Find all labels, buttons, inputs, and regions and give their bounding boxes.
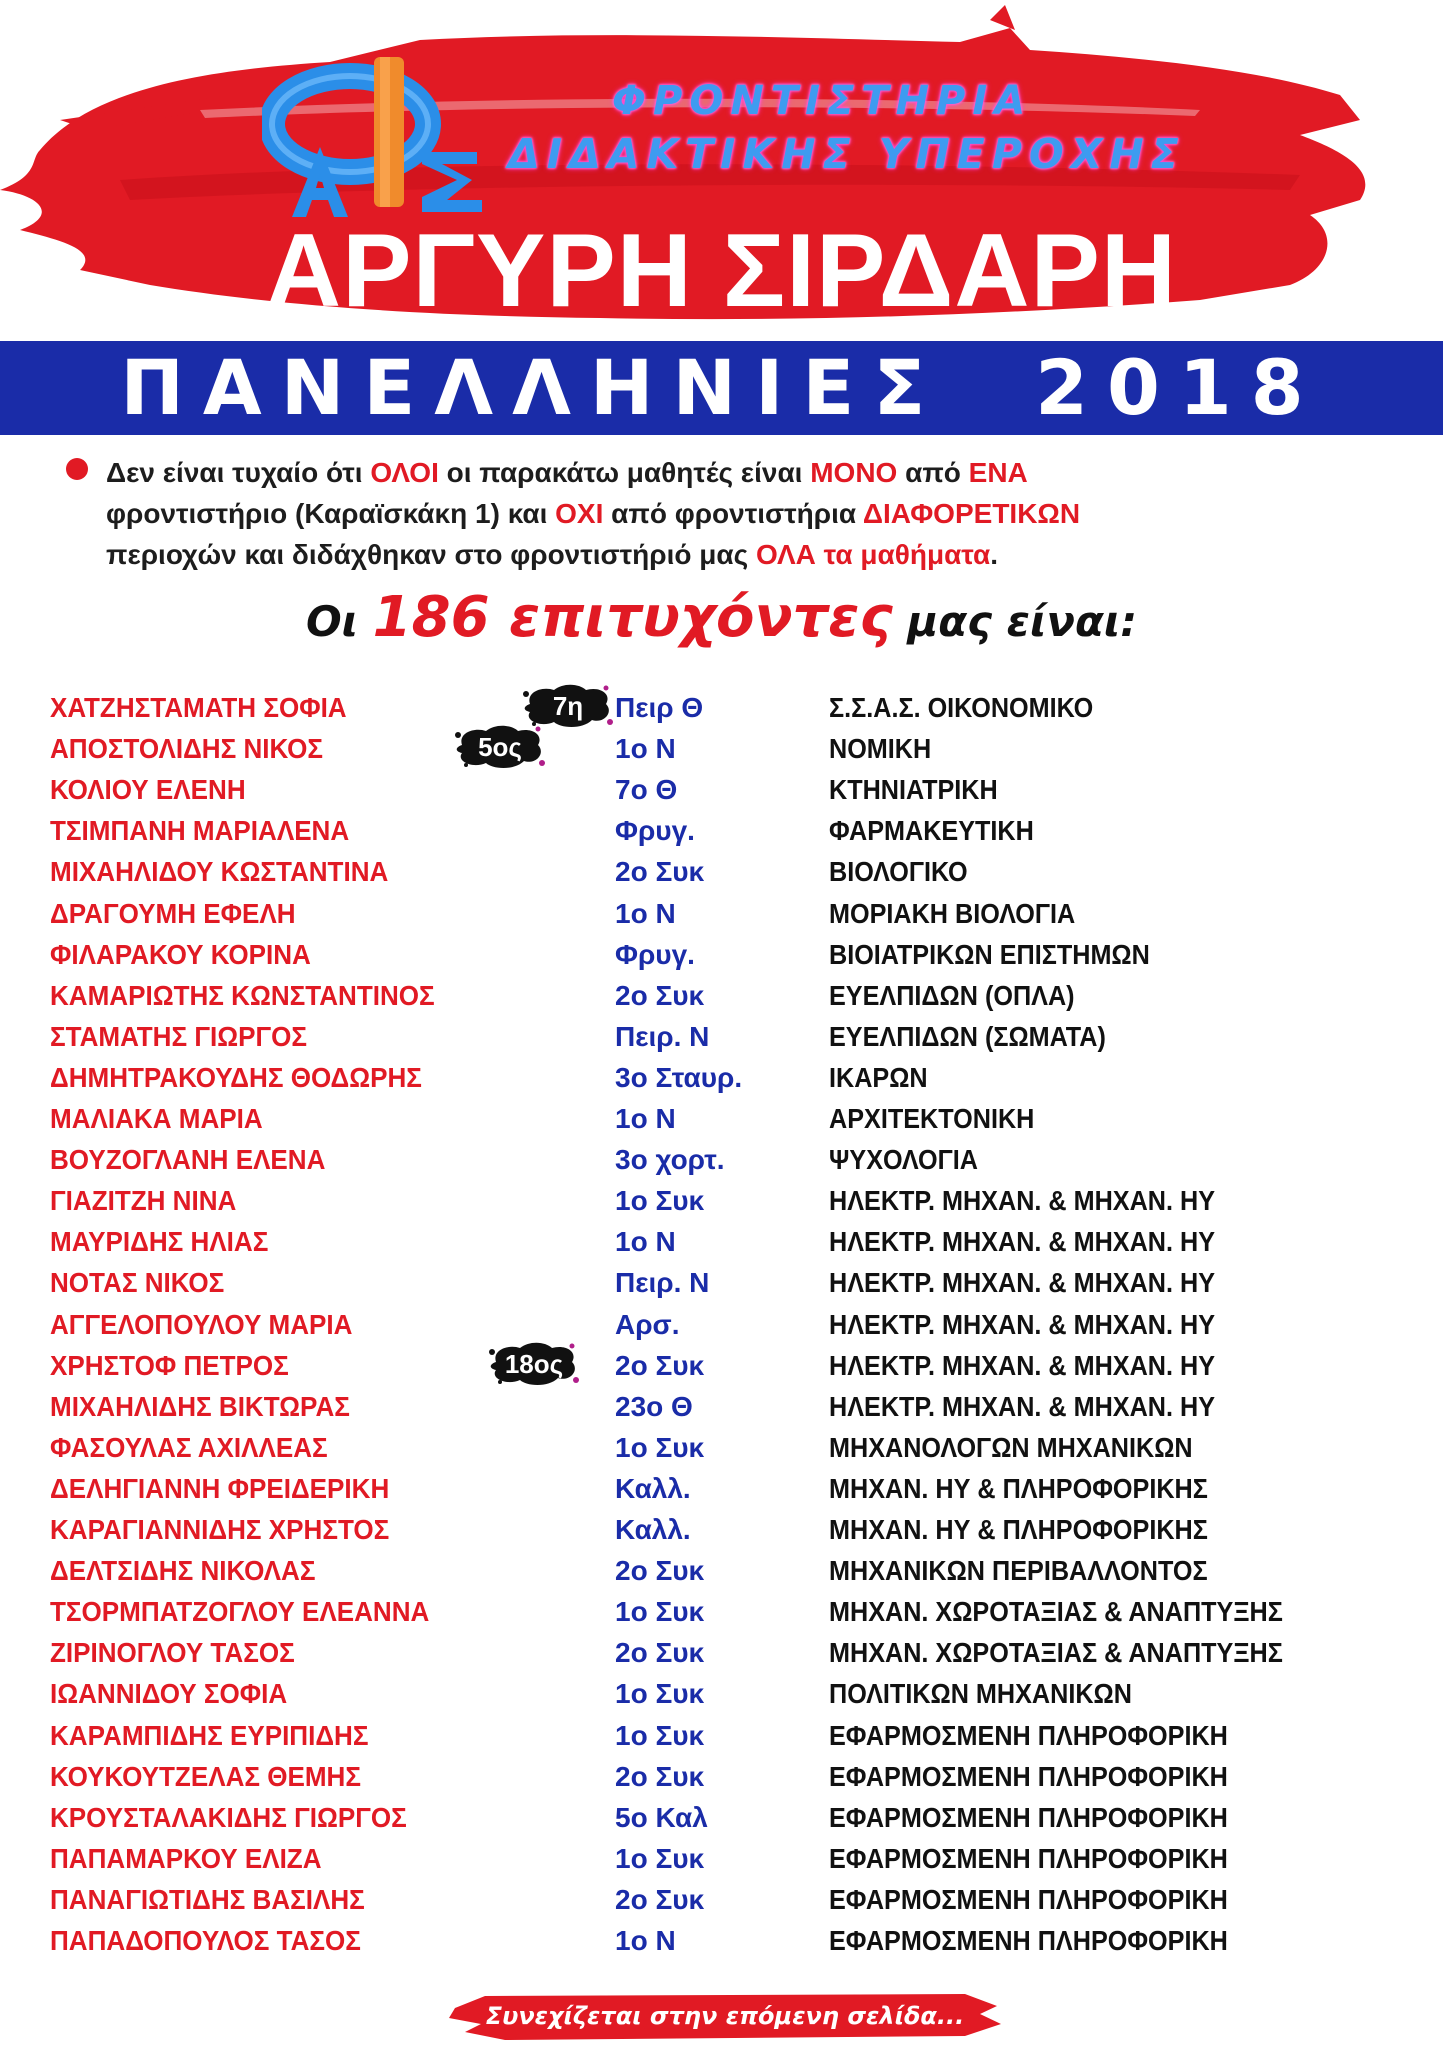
student-class: 1ο Συκ bbox=[615, 1185, 705, 1217]
student-row bbox=[0, 1222, 1443, 1262]
intro-paragraph: Δεν είναι τυχαίο ότι ΟΛΟΙ οι παρακάτω μαθητές είναι ΜΟΝΟ από ΕΝΑ φροντιστήριο (Καραϊσκάκη 1) και ΟΧΙ από φροντιστήρια ΔΙΑΦΟΡΕΤΙΚΩΝ περιοχών και διδάχθηκαν στο φροντιστήριό μας ΟΛΑ τα μαθήματα. bbox=[106, 457, 1081, 570]
student-class: 1ο Συκ bbox=[615, 1842, 705, 1874]
student-row bbox=[0, 1674, 1443, 1714]
student-name: ΦΑΣΟΥΛΑΣ ΑΧΙΛΛΕΑΣ bbox=[50, 1431, 328, 1463]
student-department: ΗΛΕΚΤΡ. ΜΗΧΑΝ. & ΜΗΧΑΝ. ΗΥ bbox=[829, 1308, 1216, 1340]
student-row bbox=[0, 1469, 1443, 1509]
student-name: ΔΕΛΤΣΙΔΗΣ ΝΙΚΟΛΑΣ bbox=[50, 1555, 316, 1587]
student-row bbox=[0, 1140, 1443, 1180]
student-name: ΚΑΡΑΜΠΙΔΗΣ ΕΥΡΙΠΙΔΗΣ bbox=[50, 1719, 369, 1751]
rank-label: 5ος bbox=[478, 732, 522, 763]
student-department: ΕΦΑΡΜΟΣΜΕΝΗ ΠΛΗΡΟΦΟΡΙΚΗ bbox=[829, 1801, 1228, 1833]
brand-line-1: ΦΡΟΝΤΙΣΤΗΡΙΑ bbox=[612, 78, 1033, 124]
student-class: 2ο Συκ bbox=[615, 979, 705, 1011]
student-class: 1ο Συκ bbox=[615, 1678, 705, 1710]
student-department: ΜΗΧΑΝΙΚΩΝ ΠΕΡΙΒΑΛΛΟΝΤΟΣ bbox=[829, 1555, 1208, 1587]
exams-year-banner: ΠΑΝΕΛΛΗΝΙΕΣ 2018 bbox=[0, 341, 1443, 435]
student-row bbox=[0, 1551, 1443, 1591]
student-row bbox=[0, 1181, 1443, 1221]
student-row bbox=[0, 935, 1443, 975]
success-count: 186 επιτυχόντες bbox=[372, 585, 893, 650]
student-department: ΕΦΑΡΜΟΣΜΕΝΗ ΠΛΗΡΟΦΟΡΙΚΗ bbox=[829, 1760, 1228, 1792]
student-department: ΒΙΟΛΟΓΙΚΟ bbox=[829, 856, 968, 888]
student-row bbox=[0, 1592, 1443, 1632]
student-department: ΚΤΗΝΙΑΤΡΙΚΗ bbox=[829, 774, 998, 806]
brand-logo-icon bbox=[262, 52, 522, 227]
student-department: ΠΟΛΙΤΙΚΩΝ ΜΗΧΑΝΙΚΩΝ bbox=[829, 1678, 1132, 1710]
student-name: ΔΗΜΗΤΡΑΚΟΥΔΗΣ ΘΟΔΩΡΗΣ bbox=[50, 1061, 422, 1093]
highlight-mono: ΜΟΝΟ bbox=[810, 457, 898, 488]
student-class: 1ο Ν bbox=[615, 1226, 676, 1258]
student-department: ΜΗΧΑΝ. ΧΩΡΟΤΑΞΙΑΣ & ΑΝΑΠΤΥΞΗΣ bbox=[829, 1637, 1283, 1669]
student-department: ΝΟΜΙΚΗ bbox=[829, 733, 932, 765]
student-name: ΣΤΑΜΑΤΗΣ ΓΙΩΡΓΟΣ bbox=[50, 1020, 307, 1052]
student-row bbox=[0, 1346, 1443, 1386]
student-department: ΜΗΧΑΝ. ΗΥ & ΠΛΗΡΟΦΟΡΙΚΗΣ bbox=[829, 1514, 1208, 1545]
student-name: ΔΡΑΓΟΥΜΗ ΕΦΕΛΗ bbox=[50, 897, 296, 929]
student-class: 1ο Ν bbox=[615, 897, 676, 929]
student-class: 3ο χορτ. bbox=[615, 1144, 725, 1176]
student-class: 1ο Συκ bbox=[615, 1719, 705, 1751]
student-department: ΒΙΟΙΑΤΡΙΚΩΝ ΕΠΙΣΤΗΜΩΝ bbox=[829, 938, 1150, 970]
student-name: ΚΟΥΚΟΥΤΖΕΛΑΣ ΘΕΜΗΣ bbox=[50, 1760, 361, 1792]
student-department: ΕΥΕΛΠΙΔΩΝ (ΟΠΛΑ) bbox=[829, 979, 1075, 1011]
student-row bbox=[0, 1921, 1443, 1961]
student-class: 2ο Συκ bbox=[615, 1637, 705, 1669]
highlight-diaforetikon: ΔΙΑΦΟΡΕΤΙΚΩΝ bbox=[862, 498, 1081, 529]
rank-label: 18ος bbox=[504, 1348, 564, 1379]
student-department: ΙΚΑΡΩΝ bbox=[829, 1061, 928, 1093]
student-department: ΜΗΧΑΝ. ΗΥ & ΠΛΗΡΟΦΟΡΙΚΗΣ bbox=[829, 1472, 1208, 1504]
student-row bbox=[0, 1839, 1443, 1879]
student-name: ΓΙΑΖΙΤΖΗ ΝΙΝΑ bbox=[50, 1185, 237, 1217]
student-class: Πειρ. Ν bbox=[615, 1267, 710, 1299]
student-row bbox=[0, 729, 1443, 769]
student-class: 3ο Σταυρ. bbox=[615, 1061, 743, 1093]
successful-count-headline: Οι 186 επιτυχόντες μας είναι: bbox=[305, 585, 1138, 650]
student-name: ΠΑΠΑΔΟΠΟΥΛΟΣ ΤΑΣΟΣ bbox=[50, 1925, 361, 1956]
student-department: ΕΦΑΡΜΟΣΜΕΝΗ ΠΛΗΡΟΦΟΡΙΚΗ bbox=[829, 1719, 1228, 1751]
student-row bbox=[0, 1757, 1443, 1797]
rank-badge bbox=[486, 1340, 582, 1388]
student-name: ΚΑΡΑΓΙΑΝΝΙΔΗΣ ΧΡΗΣΤΟΣ bbox=[50, 1514, 390, 1545]
student-row bbox=[0, 1263, 1443, 1303]
student-row bbox=[0, 1017, 1443, 1057]
student-class: Καλλ. bbox=[615, 1472, 691, 1504]
highlight-oloi: ΟΛΟΙ bbox=[370, 457, 439, 488]
student-name: ΚΟΛΙΟΥ ΕΛΕΝΗ bbox=[50, 774, 246, 806]
student-class: 2ο Συκ bbox=[615, 856, 705, 888]
student-name: ΚΡΟΥΣΤΑΛΑΚΙΔΗΣ ΓΙΩΡΓΟΣ bbox=[50, 1801, 407, 1833]
student-name: ΜΑΥΡΙΔΗΣ ΗΛΙΑΣ bbox=[50, 1226, 269, 1258]
student-name: ΠΑΠΑΜΑΡΚΟΥ ΕΛΙΖΑ bbox=[50, 1842, 322, 1874]
student-class: Πειρ. Ν bbox=[615, 1020, 710, 1052]
continued-next-page: Συνεχίζεται στην επόμενη σελίδα... bbox=[485, 2002, 965, 2030]
student-row bbox=[0, 852, 1443, 892]
student-class: 2ο Συκ bbox=[615, 1555, 705, 1587]
student-name: ΧΑΤΖΗΣΤΑΜΑΤΗ ΣΟΦΙΑ bbox=[50, 692, 347, 723]
student-name: ΖΙΡΙΝΟΓΛΟΥ ΤΑΣΟΣ bbox=[50, 1637, 295, 1669]
student-name: ΑΠΟΣΤΟΛΙΔΗΣ ΝΙΚΟΣ bbox=[50, 733, 324, 765]
student-department: ΨΥΧΟΛΟΓΙΑ bbox=[829, 1144, 979, 1176]
student-row bbox=[0, 1428, 1443, 1468]
student-class: 7ο Θ bbox=[615, 774, 678, 806]
student-row bbox=[0, 1058, 1443, 1098]
highlight-ola-mathimata: ΟΛΑ τα μαθήματα bbox=[755, 539, 991, 570]
highlight-ena: ΕΝΑ bbox=[968, 457, 1028, 488]
student-department: ΗΛΕΚΤΡ. ΜΗΧΑΝ. & ΜΗΧΑΝ. ΗΥ bbox=[829, 1226, 1216, 1258]
student-row bbox=[0, 1387, 1443, 1427]
red-bullet-icon bbox=[66, 458, 88, 480]
student-department: ΕΥΕΛΠΙΔΩΝ (ΣΩΜΑΤΑ) bbox=[829, 1020, 1106, 1052]
student-class: 2ο Συκ bbox=[615, 1760, 705, 1792]
student-name: ΙΩΑΝΝΙΔΟΥ ΣΟΦΙΑ bbox=[50, 1678, 288, 1710]
student-department: ΕΦΑΡΜΟΣΜΕΝΗ ΠΛΗΡΟΦΟΡΙΚΗ bbox=[829, 1883, 1228, 1915]
student-class: 5ο Καλ bbox=[615, 1801, 708, 1833]
student-name: ΤΣΟΡΜΠΑΤΖΟΓΛΟΥ ΕΛΕΑΝΝΑ bbox=[50, 1596, 430, 1628]
student-department: ΗΛΕΚΤΡ. ΜΗΧΑΝ. & ΜΗΧΑΝ. ΗΥ bbox=[829, 1185, 1216, 1217]
student-name: ΔΕΛΗΓΙΑΝΝΗ ΦΡΕΙΔΕΡΙΚΗ bbox=[50, 1472, 390, 1504]
student-department: ΗΛΕΚΤΡ. ΜΗΧΑΝ. & ΜΗΧΑΝ. ΗΥ bbox=[829, 1349, 1216, 1381]
student-class: 1ο Ν bbox=[615, 1925, 676, 1956]
student-department: ΑΡΧΙΤΕΚΤΟΝΙΚΗ bbox=[829, 1103, 1035, 1134]
student-class: Αρσ. bbox=[615, 1308, 680, 1340]
student-class: 1ο Συκ bbox=[615, 1596, 705, 1628]
student-name: ΠΑΝΑΓΙΩΤΙΔΗΣ ΒΑΣΙΛΗΣ bbox=[50, 1883, 365, 1915]
student-department: ΜΗΧΑΝ. ΧΩΡΟΤΑΞΙΑΣ & ΑΝΑΠΤΥΞΗΣ bbox=[829, 1596, 1283, 1628]
student-name: ΒΟΥΖΟΓΛΑΝΗ ΕΛΕΝΑ bbox=[50, 1144, 326, 1176]
student-row bbox=[0, 811, 1443, 851]
student-row bbox=[0, 1798, 1443, 1838]
student-name: ΚΑΜΑΡΙΩΤΗΣ ΚΩΝΣΤΑΝΤΙΝΟΣ bbox=[50, 979, 435, 1011]
student-class: 1ο Ν bbox=[615, 1103, 676, 1134]
student-class: 2ο Συκ bbox=[615, 1349, 705, 1381]
student-department: ΜΗΧΑΝΟΛΟΓΩΝ ΜΗΧΑΝΙΚΩΝ bbox=[829, 1431, 1193, 1463]
student-class: Φρυγ. bbox=[615, 815, 695, 847]
student-class: Καλλ. bbox=[615, 1514, 691, 1545]
student-row bbox=[0, 688, 1443, 728]
student-name: ΑΓΓΕΛΟΠΟΥΛΟΥ ΜΑΡΙΑ bbox=[50, 1308, 353, 1340]
rank-label: 7η bbox=[552, 691, 584, 721]
student-name: ΤΣΙΜΠΑΝΗ ΜΑΡΙΑΛΕΝΑ bbox=[50, 815, 350, 847]
student-department: ΕΦΑΡΜΟΣΜΕΝΗ ΠΛΗΡΟΦΟΡΙΚΗ bbox=[829, 1925, 1228, 1956]
rank-badge bbox=[452, 723, 548, 771]
student-class: 23ο Θ bbox=[615, 1390, 693, 1422]
student-department: ΕΦΑΡΜΟΣΜΕΝΗ ΠΛΗΡΟΦΟΡΙΚΗ bbox=[829, 1842, 1228, 1874]
highlight-oxi: ΟΧΙ bbox=[555, 498, 604, 529]
student-department: ΗΛΕΚΤΡ. ΜΗΧΑΝ. & ΜΗΧΑΝ. ΗΥ bbox=[829, 1267, 1216, 1299]
student-row bbox=[0, 1716, 1443, 1756]
student-class: 1ο Ν bbox=[615, 733, 676, 765]
student-class: Πειρ Θ bbox=[615, 692, 704, 723]
student-row bbox=[0, 1633, 1443, 1673]
student-name: ΜΑΛΙΑΚΑ ΜΑΡΙΑ bbox=[50, 1103, 263, 1134]
student-row bbox=[0, 770, 1443, 810]
school-name-title: ΑΡΓΥΡΗ ΣΙΡΔΑΡΗ bbox=[266, 213, 1177, 329]
student-name: ΜΙΧΑΗΛΙΔΗΣ ΒΙΚΤΩΡΑΣ bbox=[50, 1390, 350, 1422]
student-row bbox=[0, 1510, 1443, 1550]
student-class: Φρυγ. bbox=[615, 938, 695, 970]
student-row bbox=[0, 1099, 1443, 1139]
student-name: ΜΙΧΑΗΛΙΔΟΥ ΚΩΣΤΑΝΤΙΝΑ bbox=[50, 856, 389, 888]
brand-line-2: ΔΙΔΑΚΤΙΚΗΣ ΥΠΕΡΟΧΗΣ bbox=[508, 130, 1186, 178]
student-department: ΗΛΕΚΤΡ. ΜΗΧΑΝ. & ΜΗΧΑΝ. ΗΥ bbox=[829, 1390, 1216, 1422]
student-department: Σ.Σ.Α.Σ. ΟΙΚΟΝΟΜΙΚΟ bbox=[829, 692, 1094, 723]
student-class: 1ο Συκ bbox=[615, 1431, 705, 1463]
student-class: 2ο Συκ bbox=[615, 1883, 705, 1915]
student-row bbox=[0, 1305, 1443, 1345]
student-name: ΧΡΗΣΤΟΦ ΠΕΤΡΟΣ bbox=[50, 1349, 289, 1381]
student-name: ΦΙΛΑΡΑΚΟΥ ΚΟΡΙΝΑ bbox=[50, 938, 311, 970]
student-name: ΝΟΤΑΣ ΝΙΚΟΣ bbox=[50, 1267, 225, 1299]
student-department: ΦΑΡΜΑΚΕΥΤΙΚΗ bbox=[829, 815, 1034, 847]
student-row bbox=[0, 976, 1443, 1016]
student-department: ΜΟΡΙΑΚΗ ΒΙΟΛΟΓΙΑ bbox=[829, 897, 1076, 929]
student-row bbox=[0, 1880, 1443, 1920]
student-row bbox=[0, 894, 1443, 934]
